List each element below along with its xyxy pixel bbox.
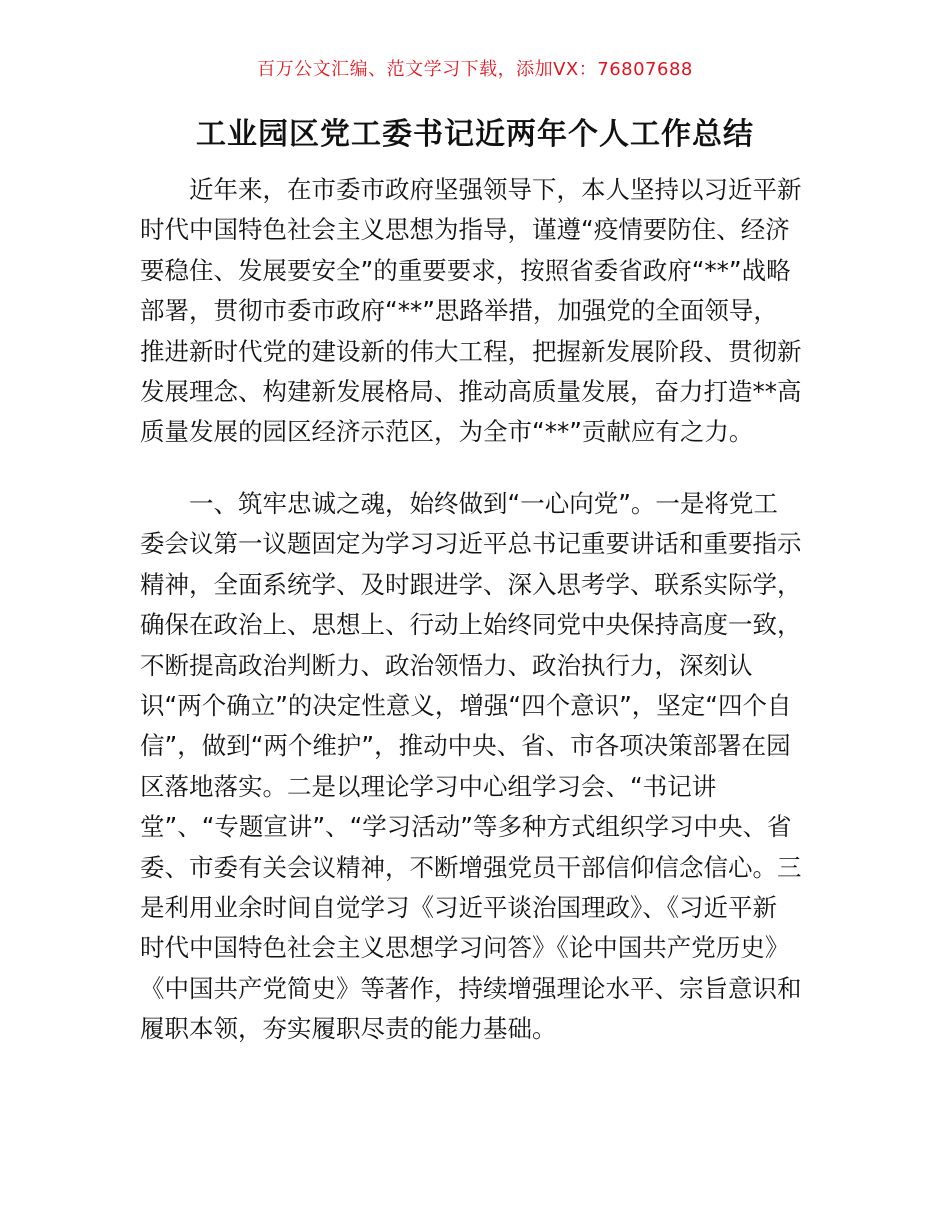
paragraph-line: 信”，做到“两个维护”，推动中央、省、市各项决策部署在园	[140, 731, 791, 761]
paragraph-line: 是利用业余时间自觉学习《习近平谈治国理政》、《习近平新	[140, 892, 777, 922]
paragraph-line: 质量发展的园区经济示范区，为全市“**”贡献应有之力。	[140, 417, 754, 447]
paragraph-intro	[140, 170, 810, 453]
paragraph-line: 发展理念、构建新发展格局、推动高质量发展，奋力打造**高	[140, 376, 802, 406]
paragraph-line: 委会议第一议题固定为学习习近平总书记重要讲话和重要指示	[140, 529, 802, 559]
paragraph-line: 时代中国特色社会主义思想学习问答》《论中国共产党历史》	[140, 933, 790, 963]
paragraph-section-one	[140, 484, 810, 1049]
paragraph-line: 推进新时代党的建设新的伟大工程，把握新发展阶段、贯彻新	[140, 336, 802, 366]
paragraph-line: 部署，贯彻市委市政府“**”思路举措，加强党的全面领导，	[140, 296, 778, 326]
paragraph-line: 一、筑牢忠诚之魂，始终做到“一心向党”。一是将党工	[189, 489, 778, 518]
paragraph-line: 近年来，在市委市政府坚强领导下，本人坚持以习近平新	[189, 175, 802, 204]
paragraph-line: 《中国共产党简史》等著作，持续增强理论水平、宗旨意识和	[140, 973, 802, 1003]
paragraph-line: 委、市委有关会议精神，不断增强党员干部信仰信念信心。三	[140, 852, 802, 882]
paragraph-line: 精神，全面系统学、及时跟进学、深入思考学、联系实际学，	[140, 569, 802, 599]
watermark-header: 百万公文汇编、范文学习下载，添加VX：76807688	[257, 59, 693, 80]
paragraph-line: 履职本领，夯实履职尽责的能力基础。	[140, 1014, 557, 1044]
paragraph-line: 确保在政治上、思想上、行动上始终同党中央保持高度一致，	[140, 610, 802, 640]
paragraph-line: 堂”、“专题宣讲”、“学习活动”等多种方式组织学习中央、省	[140, 812, 792, 842]
paragraph-line: 时代中国特色社会主义思想为指导，谨遵“疫情要防住、经济	[140, 215, 790, 245]
paragraph-line: 识“两个确立”的决定性意义，增强“四个意识”，坚定“四个自	[140, 690, 792, 720]
paragraph-line: 要稳住、发展要安全”的重要要求，按照省委省政府“**”战略	[140, 255, 791, 285]
paragraph-line: 区落地落实。二是以理论学习中心组学习会、“书记讲	[140, 771, 717, 801]
paragraph-line: 不断提高政治判断力、政治领悟力、政治执行力，深刻认	[140, 650, 753, 680]
document-title: 工业园区党工委书记近两年个人工作总结	[196, 117, 754, 152]
